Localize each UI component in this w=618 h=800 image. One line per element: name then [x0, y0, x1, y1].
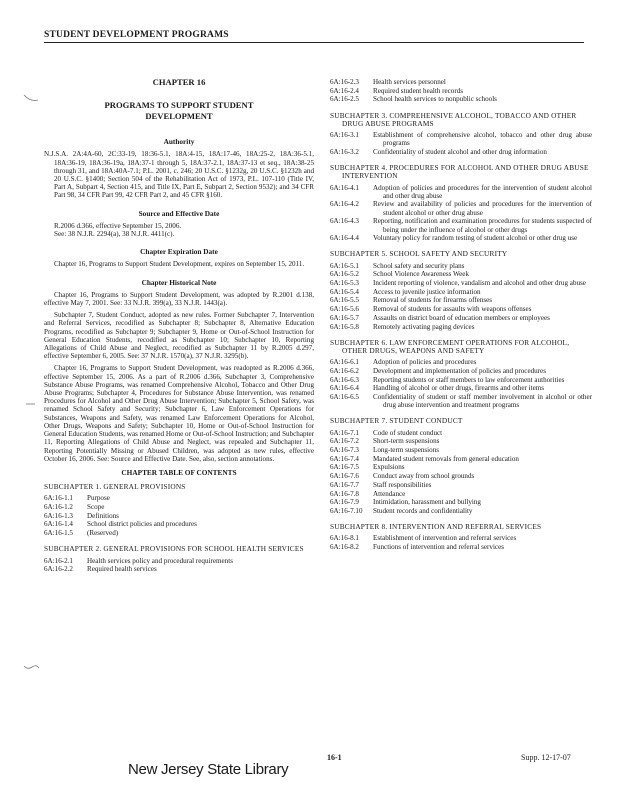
- toc-item[interactable]: 6A:16-8.2 Functions of intervention and referral services: [330, 543, 504, 552]
- toc-item[interactable]: 6A:16-3.2 Confidentiality of student alcohol and other drug information: [330, 147, 547, 156]
- toc-item[interactable]: 6A:16-7.5 Expulsions: [330, 463, 405, 472]
- toc-item[interactable]: 6A:16-1.4 School district policies and procedures: [44, 520, 197, 529]
- subchapter-title: SUBCHAPTER 5. SCHOOL SAFETY AND SECURITY: [330, 249, 508, 259]
- toc-item[interactable]: 6A:16-1.3 Definitions: [44, 511, 119, 520]
- subchapter-block: [44, 483, 314, 537]
- right-column: [330, 78, 592, 552]
- toc-item[interactable]: 6A:16-7.10 Student records and confidentiality: [330, 506, 473, 515]
- toc-item[interactable]: 6A:16-7.8 Attendance: [330, 489, 406, 498]
- authority-heading: Authority: [163, 137, 195, 147]
- toc-item[interactable]: 6A:16-7.1 Code of student conduct: [330, 428, 443, 437]
- margin-tick-icon: [22, 398, 40, 410]
- subchapter-block: [44, 545, 314, 573]
- toc-item[interactable]: 6A:16-2.5 School health services to nonpublic schools: [330, 95, 497, 104]
- subchapter-title: SUBCHAPTER 8. INTERVENTION AND REFERRAL SERVICES: [330, 522, 542, 532]
- toc-item[interactable]: 6A:16-5.2 School Violence Awareness Week: [330, 270, 469, 279]
- toc-item[interactable]: 6A:16-7.3 Long-term suspensions: [330, 446, 440, 455]
- toc-item[interactable]: 6A:16-5.1 School safety and security plans: [330, 261, 465, 270]
- supplement-date: Supp. 12-17-07: [521, 753, 571, 762]
- subchapter-block: [330, 417, 592, 515]
- toc-item[interactable]: 6A:16-5.5 Removal of students for firearms offenses: [330, 296, 493, 305]
- history-paragraph-3: Chapter 16, Programs to Support Student Development, was readopted as R.2006 d.366, effective September 15, 2006. As a part of R.2006 d.366, Subchapter 3, Comprehensive Substance Abuse Programs, was renamed Comprehensive Alcohol, Tobacco and Other Drug Abuse Programs; Subchapter 4, Procedures for Substance Abuse Intervention, was renamed Procedures for Alcohol and Other Drug Abuse Intervention; Subchapter 5, School Safety, was renamed School Safety and Security; Subchapter 6, Law Enforcement Operations for Substances, Weapons and Safety, was renamed Law Enforcement Operations for Alcohol, Other Drugs, Weapons and Safety; Subchapter 10, Home or Out-of-School Instruction for General Education Students, was renamed Home or Out-of-School Instruction; and Subchapter 11, Reporting Allegations of Child Abuse and Neglect, was repealed and Subchapter 11, Reporting Potentially Missing or Abused Children, was adopted as new rules, effective October 16, 2006. See: Source and Effective Date. See, also, section annotations.: [44, 364, 314, 463]
- margin-scribble-icon: [22, 92, 40, 104]
- toc-item[interactable]: 6A:16-3.1 Establishment of comprehensive alcohol, tobacco and other drug abuse programs: [330, 131, 592, 148]
- toc-item[interactable]: 6A:16-4.1 Adoption of policies and procedures for the intervention of student alcohol and other drug abuse: [330, 183, 592, 200]
- toc-heading: CHAPTER TABLE OF CONTENTS: [121, 467, 237, 477]
- subchapter-block: [330, 164, 592, 242]
- expiration-heading: Chapter Expiration Date: [140, 247, 218, 257]
- subchapter-block: [330, 112, 592, 157]
- authority-text: N.J.S.A. 2A:4A-60, 2C:33-19, 18:36-5.1, 18A:4-15, 18A:17-46, 18A:25-2, 18A:36-5.1, 18A:36-19, 18A:36-19a, 18A:37-1 through 5, 18A:37-2.1, 18A:37-13 et seq., 18A:38-25 through 31, and 18A:40A-7.1; P.L. 2001, c. 246; 20 U.S.C. §1232g, 20 U.S.C. §1232h and 20 U.S.C. §1400; Section 504 of the Rehabilitation Act of 1973, P.L. 107-110 (Title IV, Part A, Subpart 4, Section 415, and Title IX, Part E, Subpart 2, Section 9532); and 34 CFR Part 98, 34 CFR Part 99, 42 CFR Part 2, and 45 CFR §160.: [44, 150, 314, 200]
- toc-continued: [330, 78, 592, 104]
- source-heading: Source and Effective Date: [138, 208, 220, 218]
- toc-item[interactable]: 6A:16-4.2 Review and availability of policies and procedures for the intervention of student alcohol or other drug abuse: [330, 200, 592, 217]
- toc-item[interactable]: 6A:16-6.5 Confidentiality of student or staff member involvement in alcohol or other drug abuse intervention and treatment programs: [330, 393, 592, 410]
- subchapter-title: SUBCHAPTER 6. LAW ENFORCEMENT OPERATIONS FOR ALCOHOL, OTHER DRUGS, WEAPONS AND SAFETY: [330, 337, 570, 355]
- library-watermark: New Jersey State Library: [128, 761, 289, 778]
- subchapter-title: SUBCHAPTER 2. GENERAL PROVISIONS FOR SCHOOL HEALTH SERVICES: [44, 544, 304, 554]
- toc-item[interactable]: 6A:16-7.2 Short-term suspensions: [330, 437, 440, 446]
- toc-item[interactable]: 6A:16-7.7 Staff responsibilities: [330, 480, 432, 489]
- subchapter-title: SUBCHAPTER 7. STUDENT CONDUCT: [330, 416, 463, 426]
- toc-right: [330, 112, 592, 552]
- toc-item[interactable]: 6A:16-5.4 Access to juvenile justice information: [330, 287, 481, 296]
- toc-item[interactable]: 6A:16-8.1 Establishment of intervention and referral services: [330, 534, 517, 543]
- toc-item[interactable]: 6A:16-7.4 Mandated student removals from general education: [330, 454, 519, 463]
- expiration-text: Chapter 16, Programs to Support Student Development, expires on September 15, 2011.: [54, 260, 305, 269]
- left-column: [44, 78, 314, 574]
- source-citation: See: 38 N.J.R. 2294(a), 38 N.J.R. 4411(c).: [54, 230, 175, 239]
- toc-item[interactable]: 6A:16-5.6 Removal of students for assaults with weapons offenses: [330, 305, 532, 314]
- toc-item[interactable]: 6A:16-4.3 Reporting, notification and examination procedures for students suspected of being under the influence of alcohol or other drugs: [330, 217, 592, 234]
- toc-item[interactable]: 6A:16-5.3 Incident reporting of violence, vandalism and alcohol and other drug abuse: [330, 279, 586, 288]
- chapter-number: CHAPTER 16: [152, 77, 206, 87]
- source-line: R.2006 d.366, effective September 15, 2006.: [54, 221, 182, 230]
- chapter-title: PROGRAMS TO SUPPORT STUDENT DEVELOPMENT: [104, 100, 254, 122]
- history-paragraph-1: Chapter 16, Programs to Support Student Development, was adopted by R.2001 d.138, effective May 7, 2001. See: 33 N.J.R. 399(a), 33 N.J.R. 1443(a).: [44, 290, 314, 308]
- toc-item[interactable]: 6A:16-6.3 Reporting students or staff members to law enforcement authorities: [330, 375, 565, 384]
- toc-item[interactable]: 6A:16-2.4 Required student health records: [330, 86, 464, 95]
- toc-item[interactable]: 6A:16-7.9 Intimidation, harassment and bullying: [330, 498, 481, 507]
- toc-item[interactable]: 6A:16-5.7 Assaults on district board of education members or employees: [330, 313, 550, 322]
- page-number: 16-1: [327, 753, 342, 762]
- toc-item[interactable]: 6A:16-4.4 Voluntary policy for random testing of student alcohol or other drug use: [330, 234, 578, 243]
- subchapter-title: SUBCHAPTER 4. PROCEDURES FOR ALCOHOL AND OTHER DRUG ABUSE INTERVENTION: [330, 163, 589, 181]
- subchapter-block: [330, 250, 592, 330]
- history-heading: Chapter Historical Note: [141, 277, 217, 287]
- subchapter-block: [330, 339, 592, 410]
- toc-item[interactable]: 6A:16-6.2 Development and implementation of policies and procedures: [330, 366, 546, 375]
- toc-item[interactable]: 6A:16-1.1 Purpose: [44, 494, 110, 503]
- running-head: STUDENT DEVELOPMENT PROGRAMS: [44, 30, 584, 43]
- subchapter-title: SUBCHAPTER 1. GENERAL PROVISIONS: [44, 482, 186, 492]
- toc-item[interactable]: 6A:16-1.2 Scope: [44, 503, 105, 512]
- subchapter-block: [330, 523, 592, 551]
- history-paragraph-2: Subchapter 7, Student Conduct, adopted as new rules. Former Subchapter 7, Intervention and Referral Services, recodified as Subchapter 8; Subchapter 8, Alternative Education Programs, recodified as Subchapter 9; Subchapter 9, Home or Out-of-School Instruction for General Education Students, recodified as Subchapter 10; Subchapter 10, Reporting Allegations of Child Abuse and Neglect, recodified as Subchapter 11 by R.2005 d.297, effective September 6, 2005. See: 37 N.J.R. 1570(a), 37 N.J.R. 3295(b).: [44, 311, 314, 361]
- toc-item[interactable]: 6A:16-7.6 Conduct away from school grounds: [330, 472, 475, 481]
- toc-item[interactable]: 6A:16-2.3 Health services personnel: [330, 78, 446, 86]
- toc-item[interactable]: 6A:16-6.1 Adoption of policies and procedures: [330, 358, 477, 367]
- toc-left: [44, 483, 314, 573]
- toc-item[interactable]: 6A:16-1.5 (Reserved): [44, 529, 119, 538]
- toc-item[interactable]: 6A:16-2.1 Health services policy and procedural requirements: [44, 556, 233, 565]
- toc-item[interactable]: 6A:16-2.2 Required health services: [44, 565, 157, 574]
- toc-item[interactable]: 6A:16-6.4 Handling of alcohol or other drugs, firearms and other items: [330, 384, 544, 393]
- subchapter-title: SUBCHAPTER 3. COMPREHENSIVE ALCOHOL, TOBACCO AND OTHER DRUG ABUSE PROGRAMS: [330, 110, 577, 128]
- toc-item[interactable]: 6A:16-5.8 Remotely activating paging devices: [330, 322, 475, 331]
- margin-scribble-icon: [22, 662, 40, 674]
